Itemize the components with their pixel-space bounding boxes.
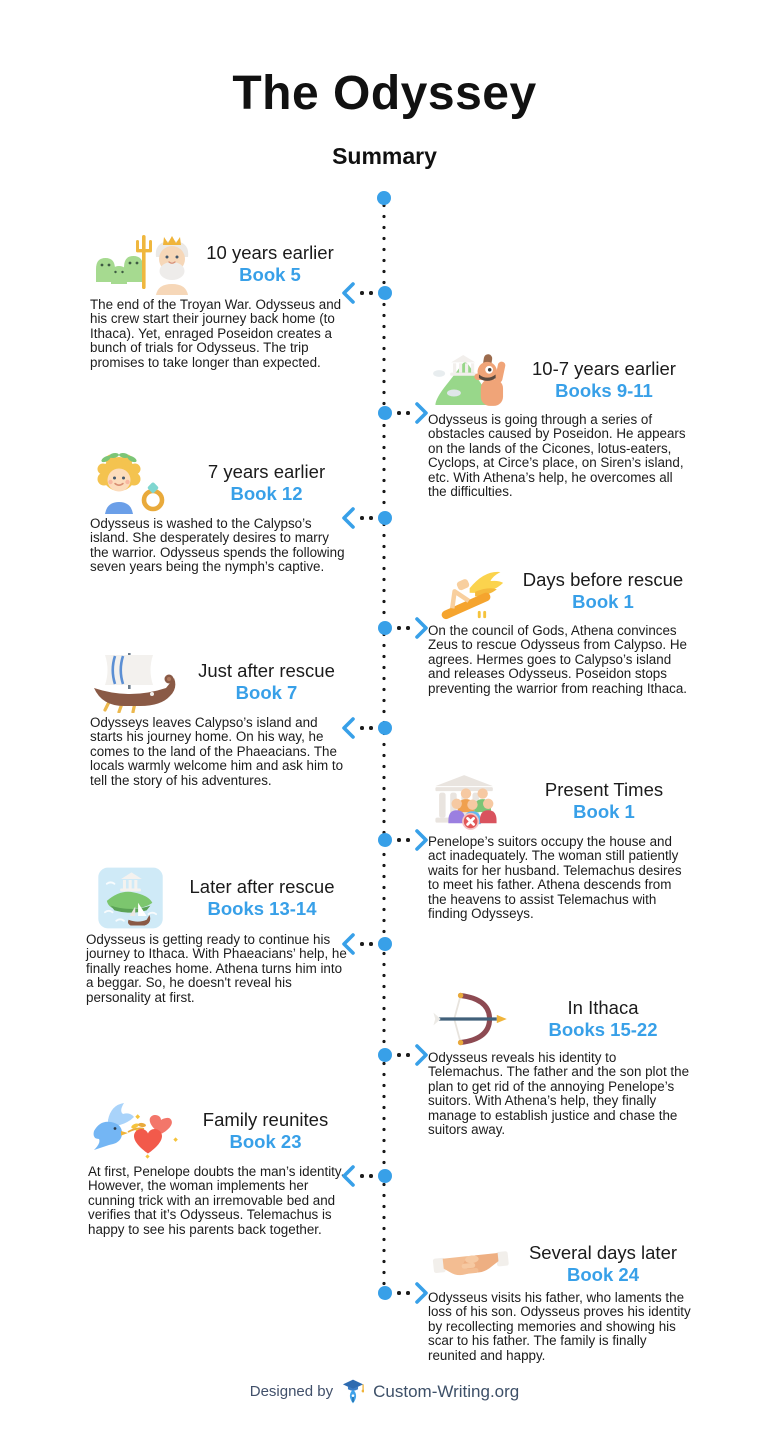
connector-dot [397,411,401,415]
connector-dot [369,942,373,946]
entry-text: Odysseus is getting ready to continue his journey to Ithaca. With Phaeacians’ help, he finally reaches home. Athena turns him into a beggar. So, he doesn't reveal his personality at first. [86,932,347,1005]
entry-text: Odysseus reveals his identity to Telemachus. The father and the son plot the plan to get rid of the annoying Penelope’s suitors. With Athena’s help, they finally manage to establish justice and chase the suitors away. [428,1050,690,1138]
timeline-connector [342,932,392,956]
timeline-entry [428,561,692,696]
timeline-node-dot [378,937,392,951]
winged-sandal-icon [428,561,514,621]
chevron-left-icon [342,282,355,304]
timeline-entry [428,990,692,1138]
entry-book: Books 9-11 [555,379,653,401]
timeline-connector [342,506,392,530]
entry-book: Book 24 [567,1263,639,1285]
timeline-node-dot [378,833,392,847]
chevron-right-icon [415,402,428,424]
entry-title: Family reunites [202,1108,329,1130]
connector-dot [406,1053,410,1057]
connector-dot [369,726,373,730]
entry-book: Books 15-22 [548,1018,658,1040]
entry-text: Penelope’s suitors occupy the house and act inadequately. The woman still patiently waits for her husband. Telemachus desires to meet his father. Athena descends from the heavens to assist Telemachus with finding Odysseys. [428,834,682,922]
timeline-node-dot [378,721,392,735]
designed-by-label: Designed by [249,1383,334,1400]
connector-dot [360,516,364,520]
island-temple-ship-icon [86,866,176,930]
bow-arrow-icon [428,990,514,1048]
chevron-left-icon [342,1165,355,1187]
connector-dot [360,291,364,295]
page-title: The Odyssey [232,67,537,120]
connector-dot [397,838,401,842]
timeline-entry [88,1100,348,1237]
entry-text: The end of the Troyan War. Odysseus and his crew start their journey back home (to Ithaca). Yet, enraged Poseidon creates a bunch of trials for Odysseus. The trip promises to take longer than expected. [90,297,342,370]
dove-hearts-icon [88,1100,183,1162]
chevron-left-icon [342,717,355,739]
timeline-node-dot [378,1048,392,1062]
entry-text: On the council of Gods, Athena convinces Zeus to rescue Odysseus from Calypso. He agrees. Hermes goes to Calypso’s island and releases Odysseus. Poseidon stops preventing the warrior from reaching Ithaca. [428,623,688,696]
chevron-left-icon [342,507,355,529]
timeline-entry [90,452,348,575]
entry-book: Books 13-14 [207,897,317,919]
timeline-connector [378,1281,428,1305]
entry-book: Book 7 [235,681,298,703]
entry-text: Odysseus visits his father, who laments the loss of his son. Odysseus proves his identity by recollecting memories and showing his scar to his father. The family is finally reunited and happy. [428,1290,691,1363]
timeline-dotted-line [382,200,386,1294]
handshake-icon [428,1240,514,1288]
timeline-node-dot [378,1286,392,1300]
entry-book: Book 12 [230,482,303,504]
timeline-connector [342,1164,392,1188]
timeline-connector [378,401,428,425]
timeline-connector [378,1043,428,1067]
connector-dot [360,726,364,730]
entry-title: In Ithaca [567,996,639,1018]
timeline-node-dot [378,286,392,300]
entry-title: 10-7 years earlier [532,357,676,379]
connector-dot [369,516,373,520]
chevron-right-icon [415,829,428,851]
connector-dot [369,1174,373,1178]
timeline-entry [428,770,692,922]
connector-dot [406,411,410,415]
entry-book: Book 23 [229,1130,302,1152]
timeline-entry [428,350,692,500]
entry-title: 7 years earlier [207,460,326,482]
entry-text: Odysseys leaves Calypso’s island and starts his journey home. On his way, he comes to the land of the Phaeacians. The locals warmly welcome him and ask him to tell the story of his adventures. [90,715,344,788]
timeline-entry [86,866,348,1005]
entry-text: Odysseus is washed to the Calypso’s island. She desperately desires to marry the warrior. Odysseus spends the following seven years being the nymph’s captive. [90,516,345,575]
timeline-connector [378,828,428,852]
cyclops-temple-hill-icon [428,350,516,410]
entry-book: Book 5 [239,263,301,285]
timeline-connector [342,716,392,740]
entry-book: Book 1 [573,800,635,822]
connector-dot [360,1174,364,1178]
timeline-entry [428,1240,692,1363]
footer [0,1378,769,1405]
connector-dot [397,1291,401,1295]
greek-ship-icon [90,651,185,713]
connector-dot [369,291,373,295]
entry-text: At first, Penelope doubts the man’s identity. However, the woman implements her cunning trick with an irremovable bed and verifies that it’s Odysseus. Telemachus is happy to see his parents back together. [88,1164,345,1237]
connector-dot [397,626,401,630]
connector-dot [406,838,410,842]
timeline-node-dot [378,406,392,420]
entry-book: Book 1 [572,590,634,612]
poseidon-trident-hydra-icon [90,233,192,295]
chevron-right-icon [415,1044,428,1066]
entry-title: Several days later [528,1241,678,1263]
page-subtitle: Summary [332,143,437,169]
entry-title: Later after rescue [189,875,335,897]
timeline-node-dot [378,1169,392,1183]
chevron-right-icon [415,617,428,639]
connector-dot [397,1053,401,1057]
brand-name: Custom-Writing.org [373,1381,520,1401]
timeline-connector [342,281,392,305]
temple-suitors-icon [428,770,516,832]
chevron-left-icon [342,933,355,955]
calypso-ring-icon [90,452,185,514]
timeline-entry [90,651,348,788]
entry-text: Odysseus is going through a series of obstacles caused by Poseidon. He appears on the lands of the Cicones, lotus-eaters, Cyclops, at Circe’s place, on Siren’s island, etc. With Athena’s help, he overcomes all the difficulties. [428,412,686,500]
timeline-connector [378,616,428,640]
entry-title: Days before rescue [522,568,684,590]
entry-title: 10 years earlier [206,241,334,263]
entry-title: Just after rescue [198,659,335,681]
entry-title: Present Times [544,778,664,800]
timeline-node-dot [378,511,392,525]
connector-dot [406,626,410,630]
chevron-right-icon [415,1282,428,1304]
custom-writing-logo-icon [342,1378,364,1405]
timeline-start-dot [377,191,391,205]
timeline-entry [90,233,348,370]
connector-dot [360,942,364,946]
connector-dot [406,1291,410,1295]
timeline-node-dot [378,621,392,635]
